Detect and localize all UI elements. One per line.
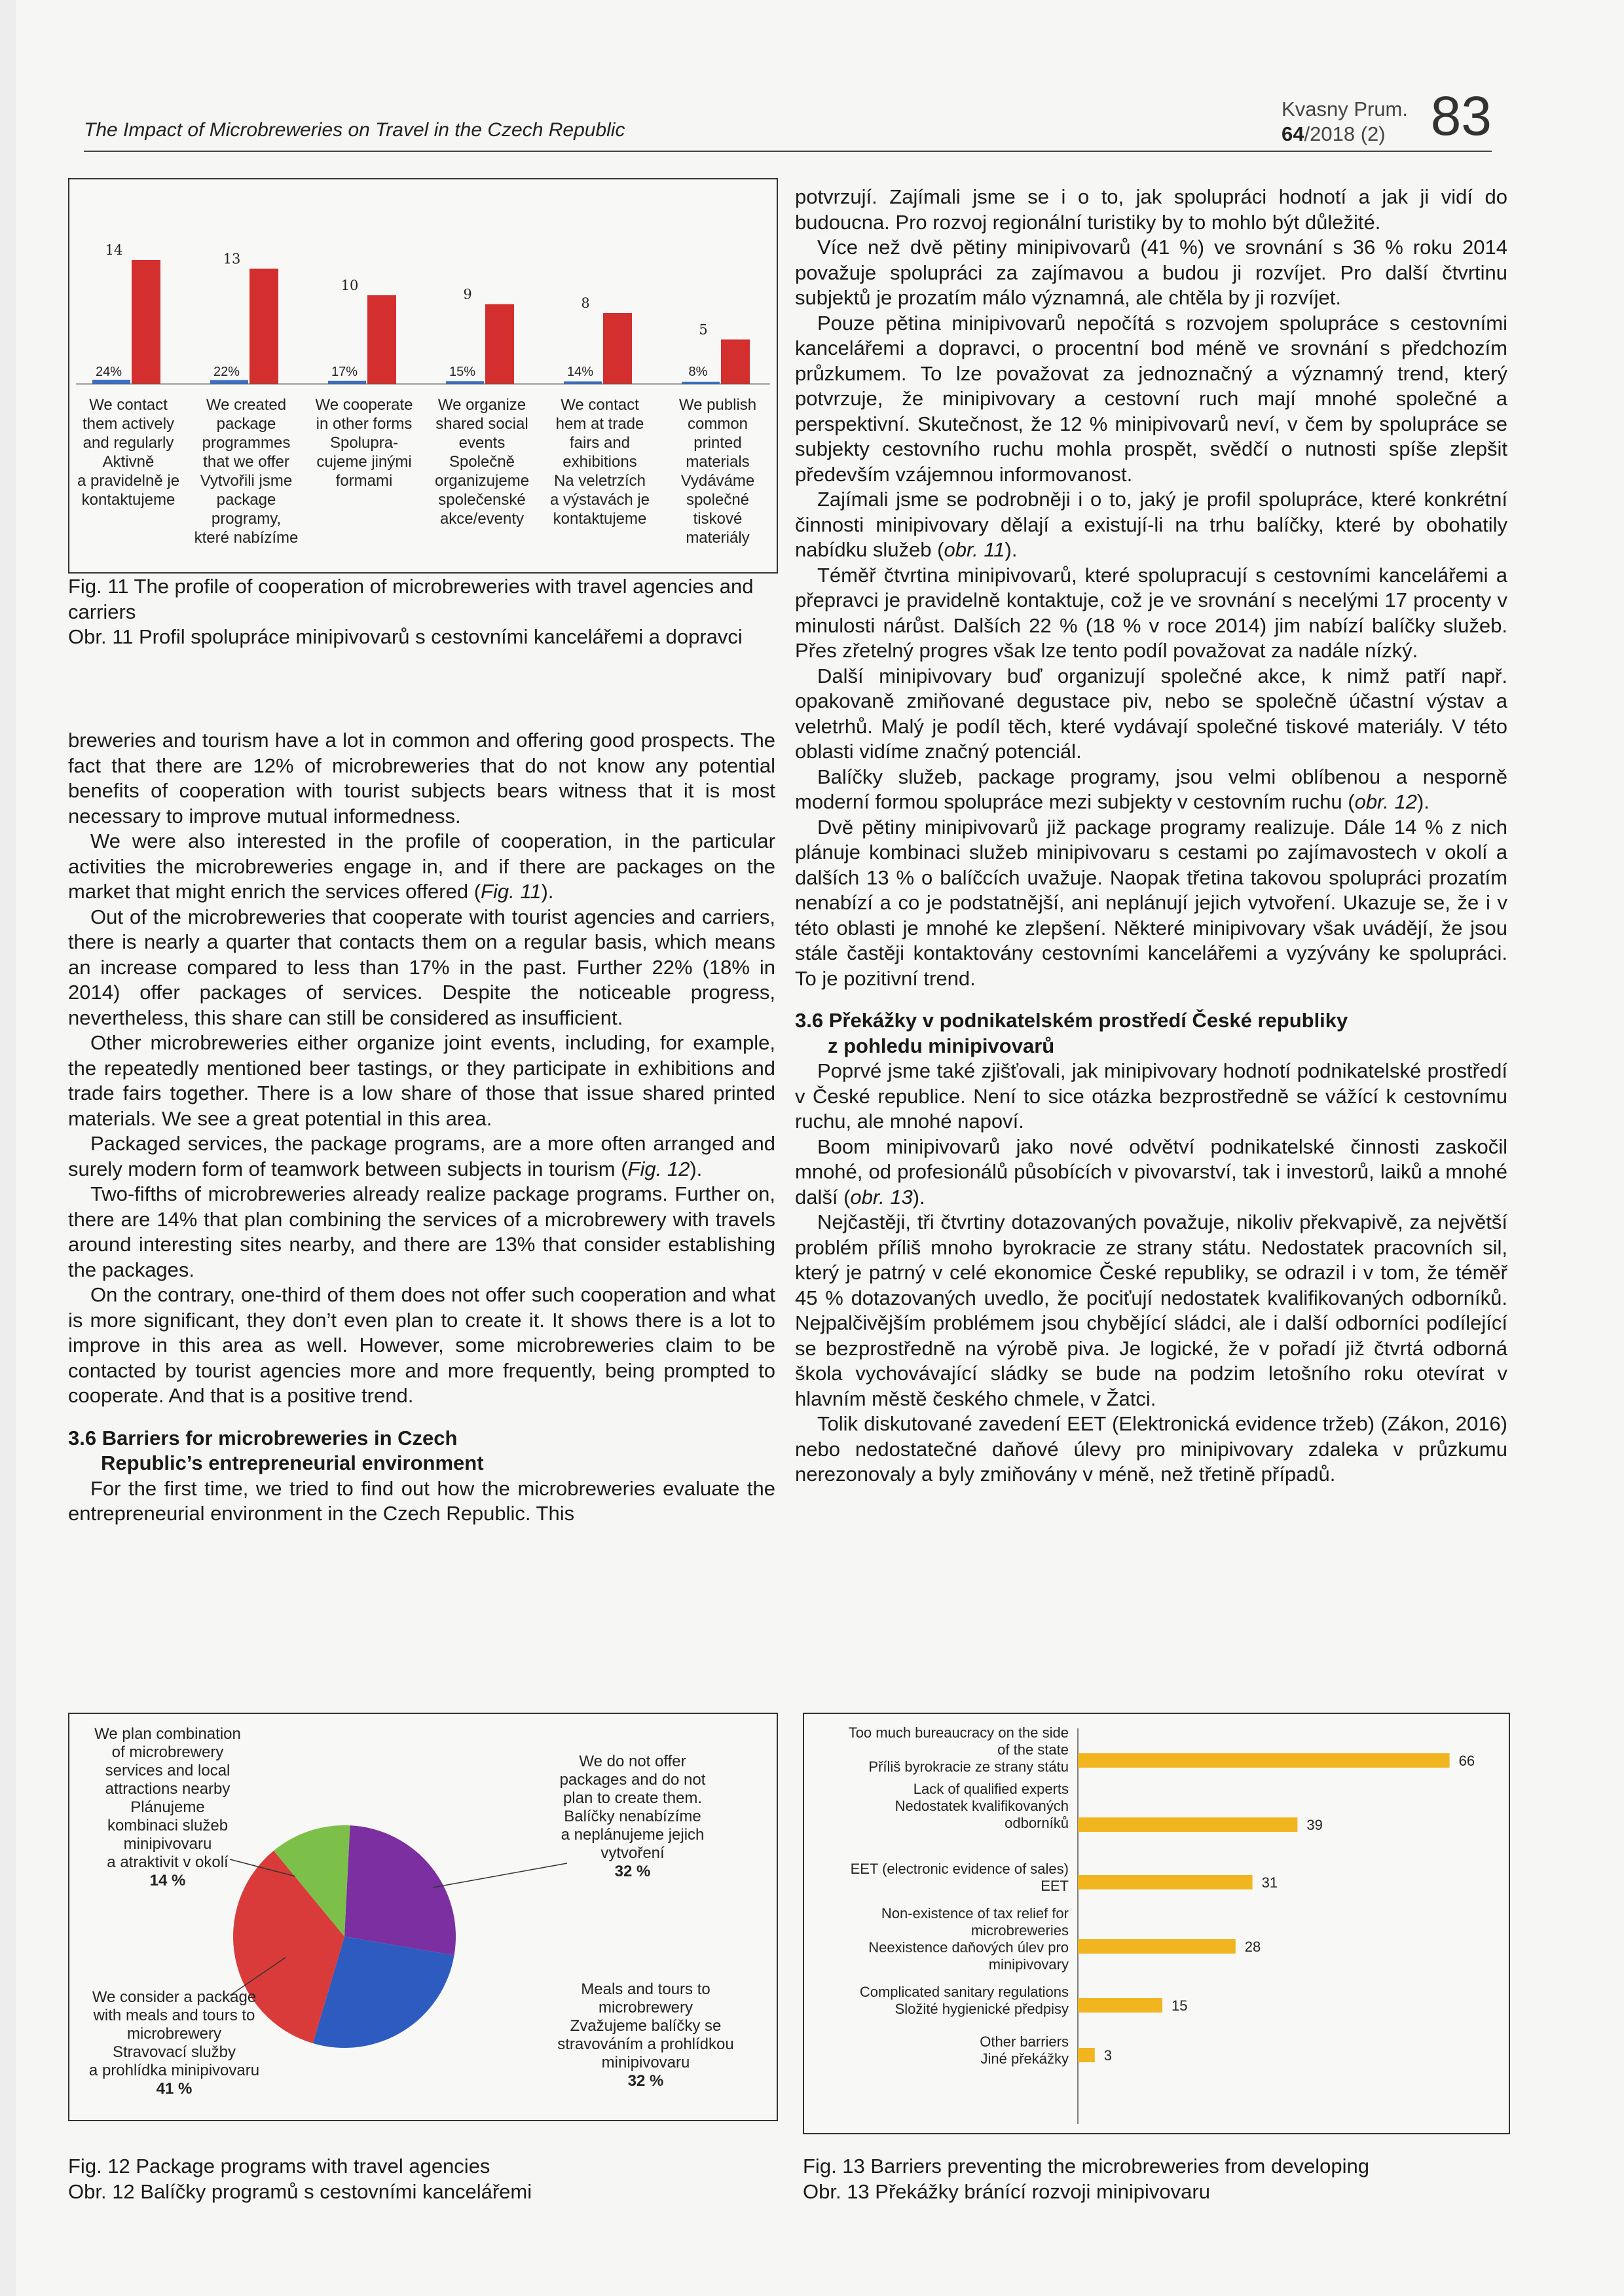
category-label: We contact bbox=[89, 396, 168, 414]
bar-series-2 bbox=[603, 313, 632, 384]
category-label: fairs and bbox=[569, 434, 631, 452]
category-label: Too much bureaucracy on the side bbox=[848, 1724, 1069, 1741]
bar-value-label: 8 bbox=[581, 295, 590, 311]
bar-value-label: 66 bbox=[1458, 1753, 1475, 1769]
fig11-caption-cz: Obr. 11 Profil spolupráce minipivovarů s cestovními kancelářemi a dopravci bbox=[68, 625, 743, 648]
category-label: tiskové bbox=[693, 510, 743, 528]
category-label: printed bbox=[693, 434, 742, 452]
paragraph: Other microbreweries either organize joint events, including, for example, the repeatedly mentioned beer tastings, or they participate in exhibitions and trade fairs together. There is a low share of those that issue shared printed materials. We see a great potential in this area. bbox=[68, 1031, 775, 1130]
fig11-caption-en: Fig. 11 The profile of cooperation of microbreweries with travel agencies and carriers bbox=[68, 575, 754, 623]
bar-series-1 bbox=[564, 382, 602, 384]
category-label: Non-existence of tax relief for bbox=[881, 1905, 1069, 1922]
paragraph: Nejčastěji, tři čtvrtiny dotazovaných považuje, nikoliv překvapivě, za největší problém příliš mnoho byrokracie ze strany státu. Nedostatek pracovních sil, který je patrný v celé ekonomice České republiky, se odrazil i v tom, že téměř 45 % dotazovaných uvedlo, že pociťují nedostatek kvalifikovaných odborníků. Nejpalčivějším problémem jsou chybějící sládci, ale i další odborníci podílející se bezprostředně na výrobě piva. Je logické, že v pořadí již čtvrtá odborná škola vychovávající sládky se bude na podzim letošního roku otevírat v hlavním městě českého chmele, v Žatci. bbox=[795, 1211, 1507, 1410]
category-label: hem at trade bbox=[555, 415, 644, 433]
bar-value-label: 5 bbox=[699, 321, 708, 338]
bar-series-2 bbox=[249, 269, 278, 384]
pie-label: 32 % bbox=[614, 1863, 651, 1880]
paragraph: Out of the microbreweries that cooperate with tourist agencies and carriers, there is nearly a quarter that contacts them on a regular basis, which means an increase compared to less than 17% in the past. Further 22% (18% in 2014) offer packages of services. Despite the noticeable progress, nevertheless, this share can still be considered as insufficient. bbox=[68, 905, 775, 1029]
fig12-caption bbox=[68, 2154, 775, 2204]
paragraph bbox=[795, 1135, 1507, 1211]
paragraph: Více než dvě pětiny minipivovarů (41 %) ve srovnání s 36 % roku 2014 považuje spolupráci za zajímavou a budou ji rozvíjet. Pro další čtvrtinu subjektů je prozatím málo významná, ale chtěla by ji rozvíjet. bbox=[795, 236, 1507, 309]
text: ). bbox=[1005, 538, 1018, 561]
pie-label: Meals and tours to bbox=[581, 1980, 710, 1998]
paragraph bbox=[795, 487, 1507, 563]
text: We were also interested in the profile of cooperation, in the particular activities the microbreweries engage in, and if there are packages on the market that might enrich the services offered ( bbox=[68, 829, 775, 903]
paragraph: Dvě pětiny minipivovarů již package programy realizuje. Dále 14 % z nich plánuje kombinaci služeb minipivovaru s cestami po zajímavostech v okolí a dalších 13 % o balíčcích uvažuje. Naopak třetina takovou spolupráci prozatím nenabízí a co je podstatnější, ani neplánují jejich vytvoření. Ukazuje se, že i v této oblasti je mnohé ke zlepšení. Některé minipivovary však uvádějí, že jsou stále častěji kontaktovány cestovními kancelářemi a vyzývány ke spolupráci. To je pozitivní trend. bbox=[795, 815, 1507, 990]
pie-label: attractions nearby bbox=[105, 1780, 231, 1798]
fig12-pie-chart bbox=[69, 1714, 777, 2120]
category-label: them actively bbox=[82, 415, 175, 433]
bar bbox=[1078, 1998, 1162, 2013]
left-column bbox=[68, 728, 775, 1527]
pie-label: of microbrewery bbox=[111, 1743, 224, 1761]
fig11-caption bbox=[68, 574, 775, 650]
bar-value-label: 31 bbox=[1261, 1874, 1278, 1891]
category-label: společné bbox=[686, 491, 750, 509]
text: ). bbox=[690, 1157, 703, 1180]
bar-value-label: 39 bbox=[1306, 1817, 1323, 1833]
category-label: a pravidelně je bbox=[77, 472, 180, 490]
paragraph: breweries and tourism have a lot in common and offering good prospects. The fact that there are 12% of microbreweries that do not know any potential benefits of cooperation with tourist subjects bears witness that it is most necessary to improve mutual informedness. bbox=[68, 729, 775, 828]
category-label: in other forms bbox=[316, 415, 413, 433]
pie-label: a neplánujeme jejich bbox=[561, 1826, 705, 1844]
section-heading bbox=[68, 1426, 775, 1476]
fig13-caption-en: Fig. 13 Barriers preventing the microbreweries from developing bbox=[803, 2155, 1369, 2178]
journal-page bbox=[16, 0, 1624, 2296]
paragraph: Two-fifths of microbreweries already realize package programs. Further on, there are 14% that plan combining the services of a microbrewery with travels around interesting sites nearby, and there are 13% that consider establishing the packages. bbox=[68, 1182, 775, 1281]
category-label: Vydáváme bbox=[680, 472, 755, 490]
category-label: cujeme jinými bbox=[316, 453, 412, 471]
pie-label: 41 % bbox=[156, 2080, 193, 2098]
category-label: Spolupra- bbox=[329, 434, 399, 452]
paragraph: Pouze pětina minipivovarů nepočítá s rozvojem spolupráce s cestovními kancelářemi a dopravci, o procentní bod méně ve srovnání s předchozím průzkumem. To lze považovat za jednoznačný a významný trend, který potvrzuje, že minipivovary a cestovní ruch mají mnohé společné a perspektivní. Skutečnost, že 12 % minipivovarů neví, v čem by spolupráce se subjekty cestovního ruchu mohla prospět, svědčí o nutnosti spíše zlepšit především vzájemnou informovanost. bbox=[795, 311, 1507, 486]
section-heading-line: z pohledu minipivovarů bbox=[828, 1034, 1055, 1057]
bar bbox=[1078, 1875, 1253, 1889]
bar-value-label: 14 bbox=[105, 242, 123, 258]
category-label: EET bbox=[1041, 1878, 1069, 1894]
pie-label: minipivovaru bbox=[123, 1835, 212, 1853]
figure-ref: obr. 11 bbox=[944, 538, 1005, 561]
paragraph: For the first time, we tried to find out how the microbreweries evaluate the entrepreneurial environment in the Czech Republic. This bbox=[68, 1476, 775, 1525]
fig12-caption-en: Fig. 12 Package programs with travel agencies bbox=[68, 2155, 490, 2178]
category-label: které nabízíme bbox=[194, 529, 299, 547]
journal-name: Kvasny Prum. bbox=[1282, 98, 1408, 120]
text: Balíčky služeb, package programy, jsou velmi oblíbenou a nesporně moderní formou spolupráce mezi subjekty v cestovním ruchu ( bbox=[795, 765, 1507, 813]
bar bbox=[1078, 1817, 1297, 1832]
category-label: minipivovary bbox=[988, 1956, 1069, 1973]
category-label: common bbox=[687, 415, 748, 433]
category-label: Složité hygienické předpisy bbox=[895, 2001, 1069, 2017]
bar-value-label: 3 bbox=[1103, 2047, 1113, 2064]
paragraph bbox=[795, 765, 1507, 815]
bar-series-1 bbox=[328, 381, 366, 384]
bar-series-2 bbox=[367, 295, 396, 384]
category-label: Nedostatek kvalifikovaných bbox=[895, 1798, 1069, 1814]
fig12-caption-cz: Obr. 12 Balíčky programů s cestovními kancelářemi bbox=[68, 2179, 532, 2203]
figure-ref: obr. 13 bbox=[850, 1185, 913, 1209]
category-label: We created bbox=[206, 396, 287, 414]
pie-label: services and local bbox=[105, 1762, 231, 1779]
right-column bbox=[795, 185, 1507, 1487]
pie-label: We do not offer bbox=[579, 1753, 686, 1770]
category-label: Jiné překážky bbox=[980, 2050, 1069, 2067]
bar bbox=[1078, 2048, 1095, 2062]
paragraph: Poprvé jsme také zjišťovali, jak minipivovary hodnotí podnikatelské prostředí v České republice. Není to sice otázka bezprostředně se vážící k cestovnímu ruchu, ale mnohé napoví. bbox=[795, 1059, 1507, 1133]
pie-label: packages and do not bbox=[559, 1771, 706, 1789]
pie-label: with meals and tours to bbox=[93, 2007, 255, 2024]
pie-label: microbrewery bbox=[126, 2025, 222, 2043]
text: ). bbox=[1416, 790, 1430, 813]
category-label: Příliš byrokracie ze strany státu bbox=[868, 1758, 1069, 1775]
bar bbox=[1078, 1753, 1450, 1768]
category-label: formami bbox=[335, 472, 393, 490]
category-label: EET (electronic evidence of sales) bbox=[850, 1861, 1069, 1877]
category-label: Complicated sanitary regulations bbox=[859, 1984, 1069, 2000]
pie-label: a atraktivit v okolí bbox=[107, 1853, 229, 1871]
category-label: kontaktujeme bbox=[553, 510, 647, 528]
journal-issue: /2018 (2) bbox=[1304, 122, 1386, 145]
bar-series-1 bbox=[682, 382, 720, 384]
category-label: Společně bbox=[449, 453, 515, 471]
category-label: kontaktujeme bbox=[81, 491, 175, 509]
bar-series-1 bbox=[446, 381, 484, 384]
figure-ref: obr. 12 bbox=[1354, 790, 1417, 813]
pie-label: vytvoření bbox=[600, 1844, 665, 1862]
fig11-bar-chart bbox=[69, 179, 777, 572]
category-label: a výstavách je bbox=[549, 491, 650, 509]
pie-label: Plánujeme bbox=[130, 1798, 205, 1816]
category-label: package bbox=[216, 491, 276, 509]
category-label: exhibitions bbox=[563, 453, 637, 471]
header-rule bbox=[84, 151, 1492, 152]
category-label: akce/eventy bbox=[439, 510, 525, 528]
figure-ref: Fig. 12 bbox=[627, 1157, 690, 1180]
category-label: We contact bbox=[561, 396, 639, 414]
category-label: Na veletrzích bbox=[553, 472, 646, 490]
text: Zajímali jsme se podrobněji i o to, jaký je profil spolupráce, které konkrétní činnosti minipivovary dělají a existují-li na trhu balíčky, které by obohatily nabídku služeb ( bbox=[795, 488, 1507, 561]
bar-value-label: 8% bbox=[688, 365, 708, 379]
leader-line bbox=[433, 1863, 567, 1887]
text: Packaged services, the package programs, are a more often arranged and surely modern form of teamwork between subjects in tourism ( bbox=[68, 1132, 775, 1180]
category-label: společenské bbox=[438, 491, 526, 509]
fig13-frame bbox=[803, 1713, 1510, 2134]
page-number: 83 bbox=[1430, 85, 1492, 147]
figure-ref: Fig. 11 bbox=[481, 880, 542, 903]
category-label: Vytvořili jsme bbox=[200, 472, 293, 490]
category-label: Lack of qualified experts bbox=[913, 1781, 1069, 1797]
pie-label: microbrewery bbox=[598, 1999, 693, 2016]
bar-value-label: 9 bbox=[463, 286, 472, 302]
text: Boom minipivovarů jako nové odvětví podnikatelské činnosti zaskočil mnohé, od profesionálů působících v pivovarství, tak i investorů, laiků a mnohé další ( bbox=[795, 1135, 1507, 1209]
pie-label: Balíčky nenabízíme bbox=[564, 1808, 701, 1825]
category-label: We cooperate bbox=[315, 396, 413, 414]
category-label: Aktivně bbox=[102, 453, 155, 471]
category-label: that we offer bbox=[203, 453, 289, 471]
paragraph: Téměř čtvrtina minipivovarů, které spolupracují s cestovními kancelářemi a přepravci je pravidelně kontaktuje, což je ve srovnání s necelými 17 procenty v minulosti nárůst. Dalších 22 % (18 % v roce 2014) jim nabízí balíčky služeb. Přes zřetelný progres však lze tento podíl považovat za nadále nízký. bbox=[795, 563, 1507, 662]
category-label: shared social bbox=[435, 415, 528, 433]
bar-value-label: 24% bbox=[95, 365, 122, 379]
text: ). bbox=[541, 880, 554, 903]
bar-series-1 bbox=[92, 380, 130, 384]
section-heading-line: 3.6 Překážky v podnikatelském prostředí České republiky bbox=[795, 1009, 1348, 1032]
category-label: programy, bbox=[211, 510, 282, 528]
paragraph: On the contrary, one-third of them does not offer such cooperation and what is more significant, they don’t even plan to create it. It shows there is a lot to improve in this area as well. However, some microbreweries claim to be contacted by tourist agencies more and more frequently, being prompted to cooperate. And that is a positive trend. bbox=[68, 1283, 775, 1407]
journal-info bbox=[1282, 97, 1408, 147]
bar-value-label: 22% bbox=[213, 365, 240, 379]
paragraph: potvrzují. Zajímali jsme se i o to, jak spolupráci hodnotí a jak ji vidí do budoucna. Pro rozvoj regionální turistiky by to mohlo být důležité. bbox=[795, 185, 1507, 234]
pie-label: plan to create them. bbox=[563, 1789, 703, 1807]
fig13-caption-cz: Obr. 13 Překážky bránící rozvoji minipivovaru bbox=[803, 2179, 1210, 2203]
fig12-frame bbox=[68, 1713, 778, 2121]
bar-value-label: 10 bbox=[341, 278, 359, 293]
bar-series-2 bbox=[132, 260, 160, 384]
pie-label: Stravovací služby bbox=[112, 2043, 236, 2061]
pie-label: kombinaci služeb bbox=[107, 1817, 229, 1834]
category-label: organizujeme bbox=[434, 472, 530, 490]
running-title: The Impact of Microbreweries on Travel in the Czech Republic bbox=[84, 119, 625, 141]
bar-value-label: 14% bbox=[566, 365, 594, 379]
category-label: events bbox=[458, 434, 506, 452]
paragraph: Tolik diskutované zavedení EET (Elektronická evidence tržeb) (Zákon, 2016) nebo nedostatečné daňové úlevy pro minipivovary zdaleka v průzkumu nerezonovaly a byly zmiňovány v méně, než třetině případů. bbox=[795, 1412, 1507, 1485]
pie-label: stravováním a prohlídkou bbox=[557, 2035, 734, 2053]
paragraph: Další minipivovary buď organizují společné akce, k nimž patří např. opakovaně zmiňované degustace piv, nebo se společně účastní výstav a veletrhů. Malý je podíl těch, které vydávají společné tiskové materiály. V této oblasti vidíme značný potenciál. bbox=[795, 664, 1507, 763]
paragraph bbox=[68, 1131, 775, 1182]
category-label: We organize bbox=[437, 396, 526, 414]
journal-volume: 64 bbox=[1282, 122, 1304, 145]
pie-label: We plan combination bbox=[94, 1725, 241, 1743]
bar-value-label: 15 bbox=[1172, 1997, 1188, 2014]
category-label: odborníků bbox=[1005, 1815, 1069, 1831]
category-label: materiály bbox=[686, 529, 750, 547]
section-heading bbox=[795, 1008, 1507, 1059]
fig13-bar-chart bbox=[804, 1714, 1509, 2133]
pie-label: minipivovaru bbox=[601, 2054, 690, 2071]
pie-label: a prohlídka minipivovaru bbox=[88, 2062, 260, 2079]
bar-value-label: 13 bbox=[223, 251, 241, 267]
category-label: programmes bbox=[202, 434, 291, 452]
category-label: of the state bbox=[997, 1741, 1069, 1758]
paragraph bbox=[68, 829, 775, 905]
text: ). bbox=[912, 1185, 925, 1209]
fig13-caption bbox=[803, 2154, 1507, 2204]
category-label: package bbox=[216, 415, 276, 433]
pie-label: 32 % bbox=[627, 2072, 664, 2090]
bar-value-label: 15% bbox=[449, 365, 476, 379]
bar-value-label: 28 bbox=[1244, 1939, 1261, 1955]
section-heading-line: Republic’s entrepreneurial environment bbox=[101, 1451, 484, 1474]
pie-label: 14 % bbox=[149, 1872, 186, 1889]
bar-series-1 bbox=[210, 380, 248, 384]
section-heading-line: 3.6 Barriers for microbreweries in Czech bbox=[68, 1426, 458, 1449]
pie-slice bbox=[344, 1825, 456, 1955]
fig11-frame bbox=[68, 178, 778, 574]
bar bbox=[1078, 1939, 1236, 1954]
pie-label: We consider a package bbox=[92, 1988, 257, 2006]
bar-series-2 bbox=[721, 340, 750, 384]
category-label: microbreweries bbox=[970, 1922, 1069, 1939]
bar-series-2 bbox=[485, 304, 514, 384]
category-label: We publish bbox=[678, 396, 757, 414]
bar-value-label: 17% bbox=[331, 365, 358, 379]
pie-label: Zvažujeme balíčky se bbox=[570, 2017, 722, 2035]
category-label: Neexistence daňových úlev pro bbox=[868, 1939, 1069, 1956]
category-label: Other barriers bbox=[980, 2033, 1069, 2050]
category-label: and regularly bbox=[83, 434, 174, 452]
category-label: materials bbox=[686, 453, 750, 471]
